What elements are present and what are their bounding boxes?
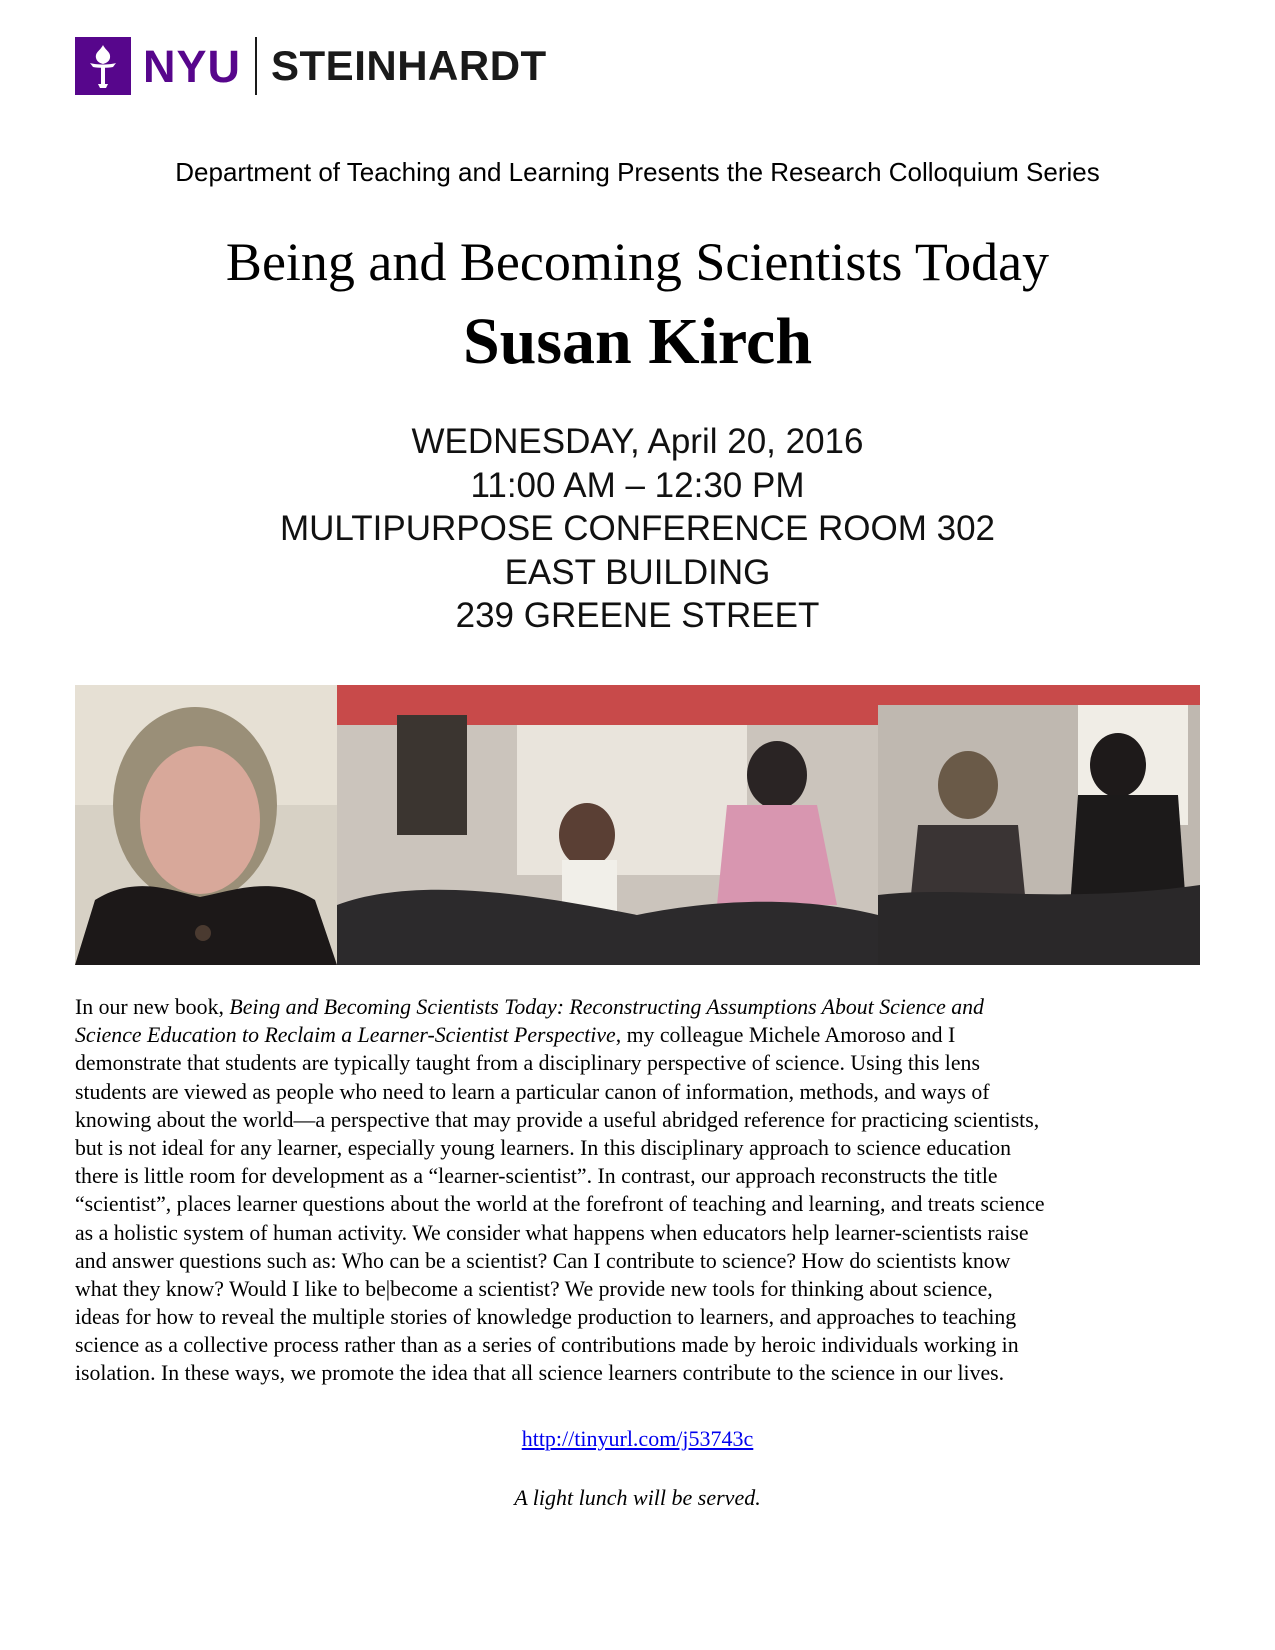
tinyurl-link[interactable]: http://tinyurl.com/j53743c xyxy=(521,1426,754,1451)
abstract-line: ideas for how to reveal the multiple stories of knowledge production to learners, and approaches to teaching xyxy=(75,1305,1017,1330)
logo-divider xyxy=(255,37,257,95)
classroom-photo-1 xyxy=(337,685,878,965)
logo-steinhardt-text: STEINHARDT xyxy=(271,42,547,89)
logo-nyu-text: NYU xyxy=(143,40,242,92)
abstract-line: what they know? Would I like to be|become a scientist? We provide new tools for thinking about science, xyxy=(75,1276,993,1301)
link-line xyxy=(0,1426,1275,1452)
book-title: Science Education to Reclaim a Learner-Scientist Perspective xyxy=(75,1023,616,1048)
speaker-portrait-photo xyxy=(75,685,337,965)
event-title: Being and Becoming Scientists Today xyxy=(225,232,1050,292)
abstract-line: demonstrate that students are typically taught from a disciplinary perspective of science. Using this lens xyxy=(75,1051,980,1076)
abstract-line: knowing about the world—a perspective that may provide a useful abridged reference for practicing scientists, xyxy=(75,1107,1040,1132)
abstract-line: In our new book, Being and Becoming Scientists Today: Reconstructing Assumptions About Science and xyxy=(75,995,984,1019)
abstract-line: as a holistic system of human activity. We consider what happens when educators help learner-scientists raise xyxy=(75,1220,1029,1245)
photo-strip xyxy=(75,685,1200,965)
abstract-paragraph xyxy=(75,993,1205,1388)
speaker-name: Susan Kirch xyxy=(462,305,813,378)
classroom-photo-2 xyxy=(878,685,1200,965)
abstract-line: isolation. In these ways, we promote the idea that all science learners contribute to the science in our lives. xyxy=(75,1361,1005,1386)
book-title: Being and Becoming Scientists Today: Reconstructing Assumptions About Science and xyxy=(229,995,984,1019)
abstract-line: and answer questions such as: Who can be a scientist? Can I contribute to science? How do scientists know xyxy=(75,1248,1011,1273)
lunch-note: A light lunch will be served. xyxy=(514,1485,761,1510)
department-heading: Department of Teaching and Learning Presents the Research Colloquium Series xyxy=(175,157,1100,187)
event-address: 239 GREENE STREET xyxy=(455,596,820,635)
abstract-line: “scientist”, places learner questions about the world at the forefront of teaching and learning, and treats science xyxy=(75,1192,1045,1217)
abstract-line: but is not ideal for any learner, especially young learners. In this disciplinary approach to science education xyxy=(75,1135,1012,1160)
event-details xyxy=(0,420,1275,638)
abstract-line: science as a collective process rather than as a series of contributions made by heroic individuals working in xyxy=(75,1333,1019,1358)
event-room: MULTIPURPOSE CONFERENCE ROOM 302 xyxy=(279,509,996,548)
abstract-line: there is little room for development as a “learner-scientist”. In contrast, our approach reconstructs the title xyxy=(75,1164,998,1189)
event-time: 11:00 AM – 12:30 PM xyxy=(470,465,805,505)
event-date: WEDNESDAY, April 20, 2016 xyxy=(411,422,864,461)
event-building: EAST BUILDING xyxy=(504,552,771,592)
abstract-line: students are viewed as people who need to learn a particular canon of information, methods, and ways of xyxy=(75,1079,990,1104)
nyu-steinhardt-logo xyxy=(75,36,547,96)
torch-icon xyxy=(75,37,131,95)
abstract-line: Science Education to Reclaim a Learner-Scientist Perspective, my colleague Michele Amoroso and I xyxy=(75,1023,956,1048)
